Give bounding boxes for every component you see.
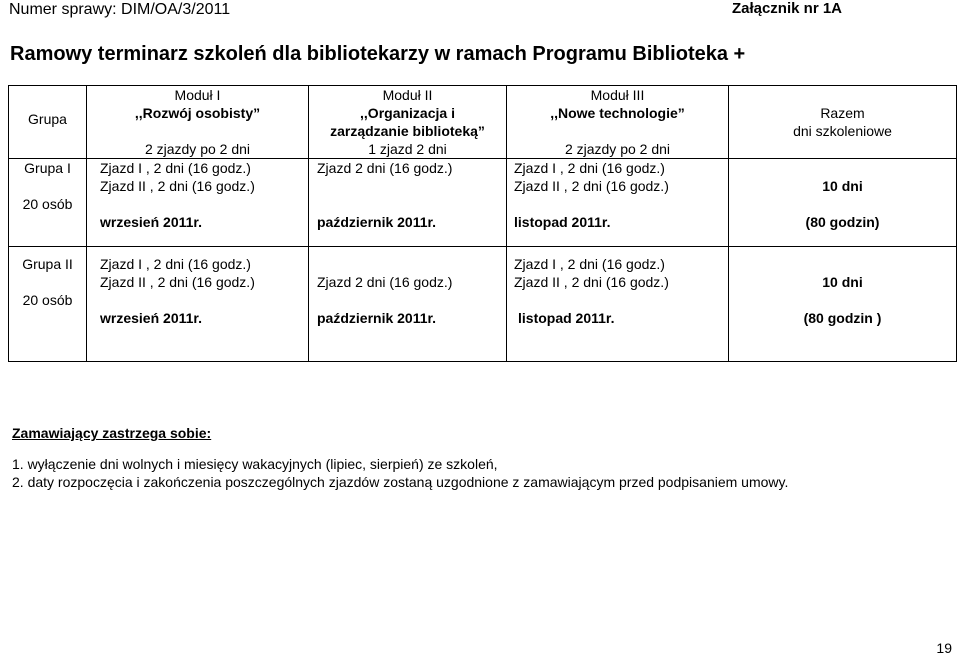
header-group-label: Grupa	[28, 111, 67, 127]
session-2: Zjazd II , 2 dni (16 godz.)	[100, 178, 255, 194]
notes-heading: Zamawiający zastrzega sobie:	[12, 425, 212, 441]
module3-cell	[507, 159, 729, 247]
total-cell	[729, 159, 957, 247]
session-2: Zjazd II , 2 dni (16 godz.)	[514, 274, 669, 290]
session-2: Zjazd II , 2 dni (16 godz.)	[100, 274, 255, 290]
module1-cell	[87, 159, 309, 247]
total-cell	[729, 247, 957, 362]
session-date: październik 2011r.	[317, 310, 437, 326]
header-module2-cell	[309, 86, 507, 159]
session-date: listopad 2011r.	[518, 310, 615, 326]
module2-name-line1: ,,Organizacja i	[360, 105, 455, 121]
document-title: Ramowy terminarz szkoleń dla bibliotekarzy w ramach Programu Biblioteka +	[10, 43, 746, 65]
session-date: wrzesień 2011r.	[100, 310, 202, 326]
group-name: Grupa I	[24, 160, 71, 176]
group-size: 20 osób	[22, 292, 73, 308]
total-days: 10 dni	[822, 274, 863, 290]
header-group-cell	[9, 86, 87, 159]
note-item: 2. daty rozpoczęcia i zakończenia poszczególnych zjazdów zostaną uzgodnione z zamawiającym przed podpisaniem umowy.	[12, 474, 789, 490]
session-1: Zjazd I , 2 dni (16 godz.)	[514, 160, 665, 176]
case-number: Numer sprawy: DIM/OA/3/2011	[9, 1, 231, 18]
module2-name-line2: zarządzanie biblioteką”	[330, 123, 485, 139]
session-1: Zjazd I , 2 dni (16 godz.)	[100, 256, 251, 272]
header-module3-cell	[507, 86, 729, 159]
group-size: 20 osób	[22, 196, 73, 212]
header-module1-cell	[87, 86, 309, 159]
module1-cell	[87, 247, 309, 362]
table-row	[9, 247, 957, 362]
header-total-cell	[729, 86, 957, 159]
session-1: Zjazd I , 2 dni (16 godz.)	[100, 160, 251, 176]
module3-sessions: 2 zjazdy po 2 dni	[564, 141, 671, 157]
note-item: 1. wyłączenie dni wolnych i miesięcy wakacyjnych (lipiec, sierpień) ze szkoleń,	[12, 456, 498, 472]
module2-cell	[309, 247, 507, 362]
module3-name: ,,Nowe technologie”	[550, 105, 685, 121]
total-title: Razem	[820, 105, 865, 121]
total-subtitle: dni szkoleniowe	[793, 123, 892, 139]
module3-title: Moduł III	[590, 87, 645, 103]
notes-section	[12, 425, 788, 491]
group-cell	[9, 159, 87, 247]
module2-title: Moduł II	[382, 87, 433, 103]
table-row	[9, 159, 957, 247]
total-hours: (80 godzin )	[803, 310, 882, 326]
module1-name: ,,Rozwój osobisty”	[134, 105, 261, 121]
total-days: 10 dni	[822, 178, 863, 194]
session-2: Zjazd II , 2 dni (16 godz.)	[514, 178, 669, 194]
session-1: Zjazd 2 dni (16 godz.)	[317, 160, 453, 176]
session-date: listopad 2011r.	[514, 214, 611, 230]
session-date: wrzesień 2011r.	[100, 214, 202, 230]
module2-sessions: 1 zjazd 2 dni	[368, 141, 447, 157]
session-1: Zjazd I , 2 dni (16 godz.)	[514, 256, 665, 272]
schedule-table	[8, 85, 957, 362]
module3-cell	[507, 247, 729, 362]
module1-title: Moduł I	[174, 87, 221, 103]
session-1: Zjazd 2 dni (16 godz.)	[317, 274, 453, 290]
session-date: październik 2011r.	[317, 214, 437, 230]
group-cell	[9, 247, 87, 362]
total-hours: (80 godzin)	[805, 214, 880, 230]
module1-sessions: 2 zjazdy po 2 dni	[144, 141, 251, 157]
group-name: Grupa II	[22, 256, 73, 272]
page-number: 19	[936, 640, 952, 656]
module2-cell	[309, 159, 507, 247]
attachment-label: Załącznik nr 1A	[731, 0, 842, 17]
table-header-row	[9, 86, 957, 159]
